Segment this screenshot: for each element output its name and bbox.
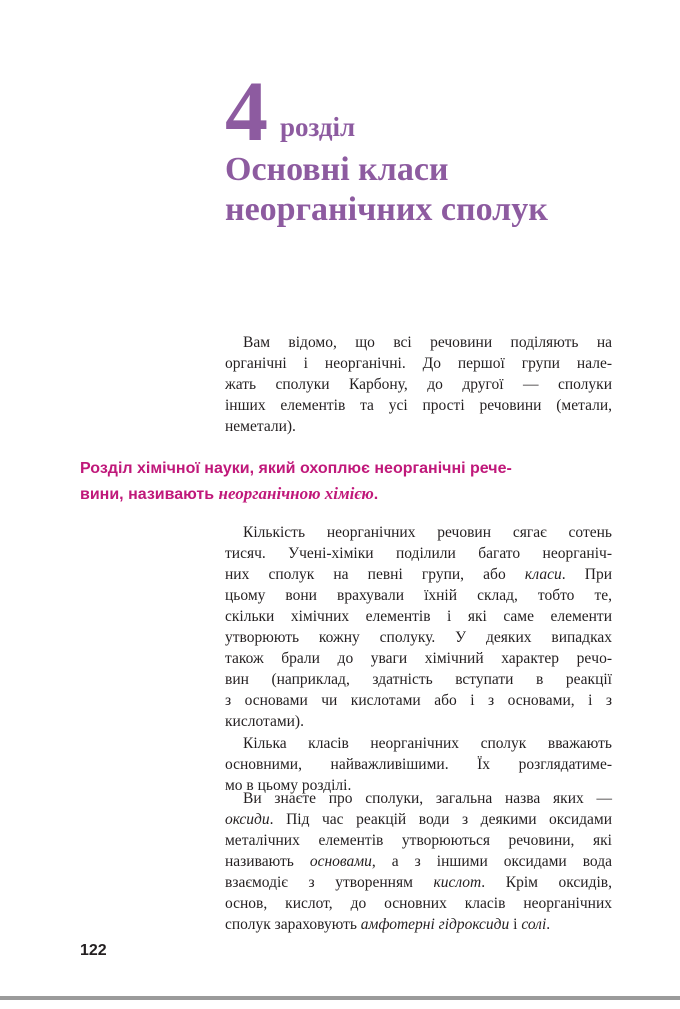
text-line — [225, 914, 612, 935]
chapter-number: 4 — [225, 63, 268, 159]
intro-paragraph — [225, 332, 612, 437]
text: . Під час реакцій води з деякими оксидами — [269, 811, 612, 828]
text-line — [225, 851, 612, 872]
text-line: Ви знаєте про сполуки, загальна назва яких — — [243, 790, 612, 807]
text-line: основ, кислот, до основних класів неорганічних — [225, 895, 612, 912]
text: взаємодіє з утворенням — [225, 874, 434, 891]
text-line: Кілька класів неорганічних сполук вважають — [243, 735, 612, 752]
chapter-label: розділ — [280, 112, 356, 142]
text-line: органічні і неорганічні. До першої групи нале- — [225, 355, 612, 372]
text: і — [509, 916, 522, 933]
body-paragraph-main-classes — [225, 733, 612, 796]
text-line: також брали до уваги хімічний характер рeчо- — [225, 650, 612, 667]
text: називають — [225, 853, 310, 870]
body-paragraph-classes — [225, 522, 612, 732]
definition-text: . — [373, 486, 379, 503]
chapter-title — [225, 150, 548, 230]
text: . — [546, 916, 551, 933]
text-line — [225, 872, 612, 893]
page-bottom-divider — [0, 996, 680, 1000]
text-line: з основами чи кислотами або і з основами, і з — [225, 692, 612, 709]
text-line: кислотами). — [225, 713, 304, 730]
chapter-title-line: неорганічних сполук — [225, 191, 548, 228]
text-line: інших елементів та усі прості речовини (метали, — [225, 397, 612, 414]
text-line: Вам відомо, що всі речовини поділяють на — [243, 334, 612, 351]
definition-line: Розділ хімічної науки, який охоплює неорганічні рече- — [80, 460, 512, 477]
body-paragraph-oxides — [225, 788, 612, 935]
term: солі — [521, 916, 547, 933]
term: класи — [524, 566, 562, 583]
text: . При — [561, 566, 612, 583]
text: сполук зараховують — [225, 916, 361, 933]
text: . Крім оксидів, — [481, 874, 612, 891]
page-number: 122 — [80, 942, 107, 959]
text-line: металічних елементів утворюються речовини, які — [225, 832, 612, 849]
text-line: жать сполуки Карбону, до другої — сполуки — [225, 376, 612, 393]
text-line: цьому вони врахували їхній склад, тобто те, — [225, 587, 612, 604]
text-line — [225, 809, 612, 830]
definition-term: неорганічною хімією — [218, 484, 374, 503]
text-line: мо в цьому розділі. — [225, 777, 352, 794]
text-line: основними, найважливішими. Їх розглядатиме- — [225, 756, 612, 773]
text-line: тисяч. Учені-хіміки поділили багато неорганіч- — [225, 545, 612, 562]
definition-highlight — [80, 456, 612, 507]
text-line: утворюють кожну сполуку. У деяких випадках — [225, 629, 612, 646]
text: , а з іншими оксидами вода — [371, 853, 612, 870]
term: амфотерні гідроксиди — [360, 916, 510, 933]
definition-text: вини, називають — [80, 486, 219, 503]
text-line: неметали). — [225, 418, 296, 435]
text-line: Кількість неорганічних речовин сягає сотень — [243, 524, 612, 541]
text: них сполук на певні групи, або — [225, 566, 525, 583]
chapter-title-line: Основні класи — [225, 151, 449, 188]
definition-line — [80, 481, 612, 507]
text-line: скільки хімічних елементів і які саме елементи — [225, 608, 612, 625]
term: кислот — [433, 874, 482, 891]
term: основами — [309, 853, 372, 870]
text-line: вин (наприклад, здатність вступати в реакції — [225, 671, 612, 688]
text-line — [225, 564, 612, 585]
term: оксиди — [225, 811, 270, 828]
